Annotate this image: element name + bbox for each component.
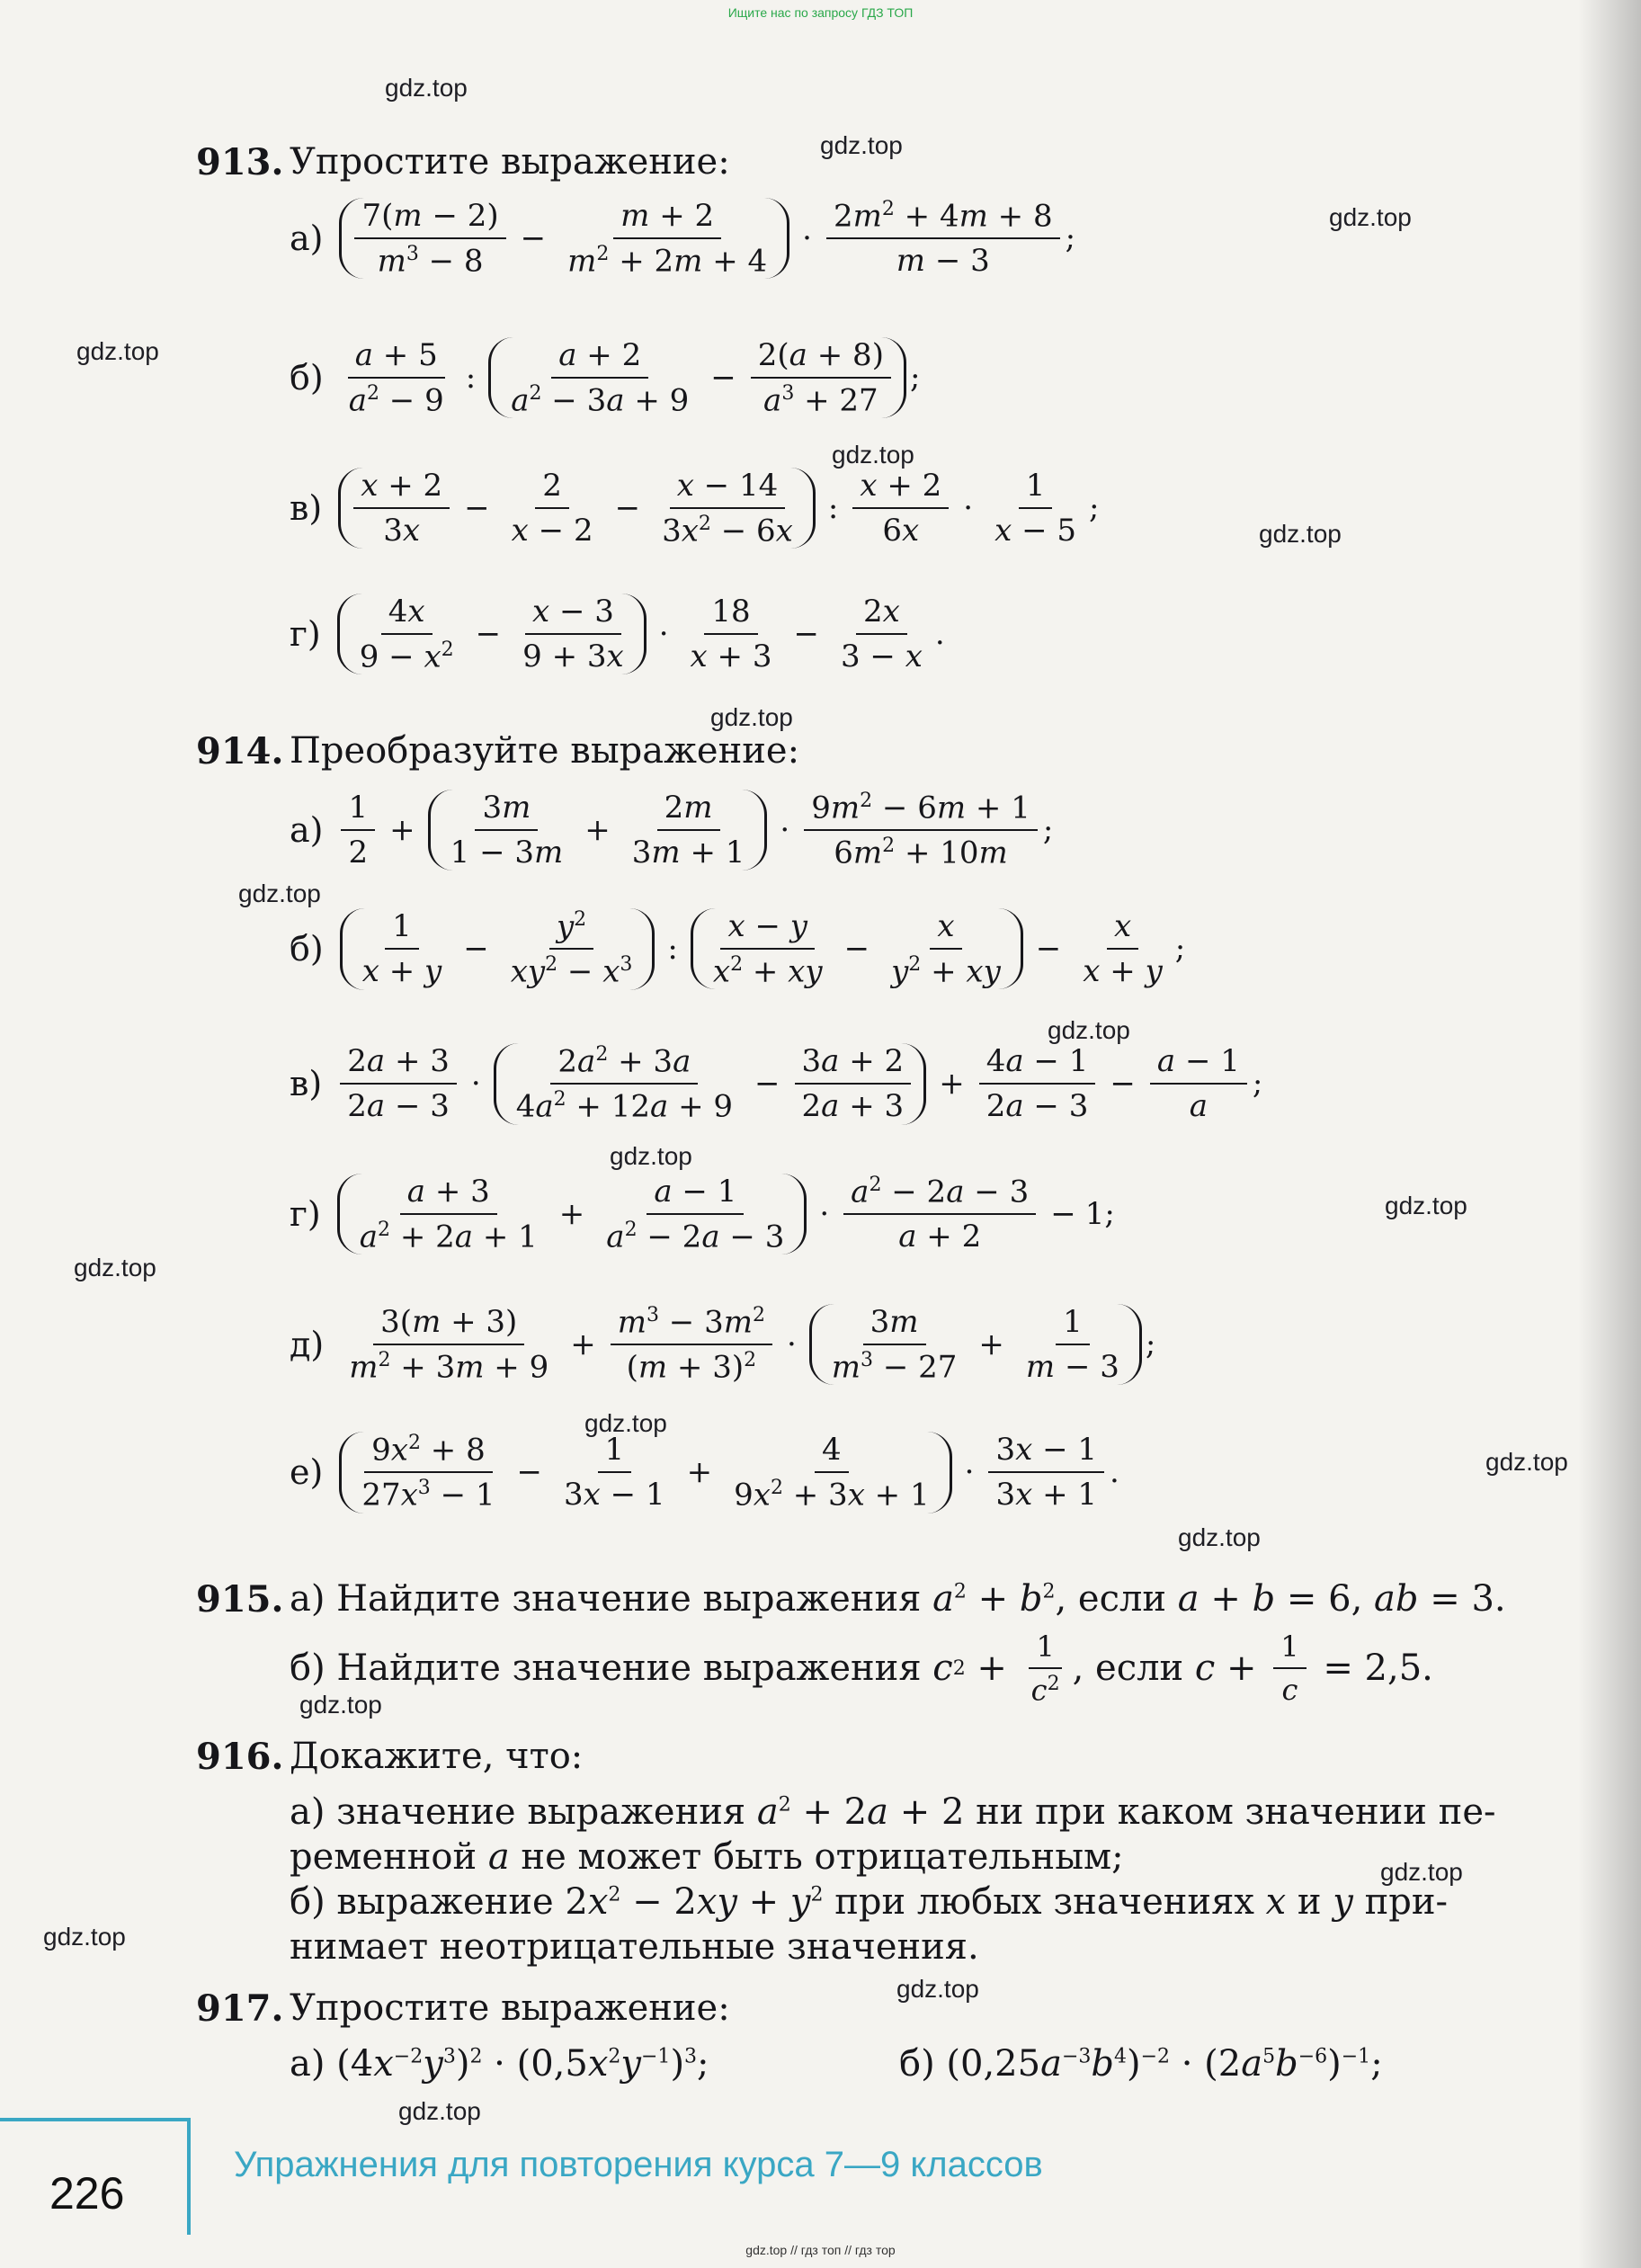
text: а) Найдите значение выражения xyxy=(290,1578,922,1620)
expression-914f: е) $\frac{9x^2 + 8}{27x^3 - 1}$ − $\frac{1}{3x - 1}$ + $\frac{4}{9x^2 + 3x + 1}$ · $\frac{3x - 1}{3x + 1}$ . xyxy=(290,1432,1119,1513)
watermark: gdz.top xyxy=(1178,1523,1261,1551)
expression-914a: а) $\frac{1}{2}$ + $\frac{3m}{1 - 3m}$ + $\frac{2m}{3m + 1}$ · $\frac{9m^2 - 6m + 1}{6m^2 + 10m}$ ; xyxy=(290,790,1054,871)
problem-number: 915. xyxy=(196,1578,284,1621)
watermark: gdz.top xyxy=(238,880,321,907)
text: при- xyxy=(1364,1881,1449,1923)
item-label: б) xyxy=(290,358,324,398)
expression-913d: г) $\frac{4x}{9 - x^2}$ − $\frac{x - 3}{9 + 3x}$ · $\frac{18}{x + 3}$ − $\frac{2x}{3 - x}$ . xyxy=(290,594,945,675)
expression-917a: а) $(4x^{-2}y^3)^2 \cdot (0,5x^2y^{-1})^3$; xyxy=(290,2043,709,2085)
problem-title: Упростите выражение: xyxy=(290,1987,730,2029)
watermark: gdz.top xyxy=(820,131,903,159)
problem-number: 913. xyxy=(196,141,284,183)
text: при любых значениях xyxy=(834,1881,1254,1923)
watermark: gdz.top xyxy=(1485,1448,1568,1476)
watermark: gdz.top xyxy=(385,74,468,102)
watermark: gdz.top xyxy=(1048,1016,1130,1044)
watermark: gdz.top xyxy=(832,441,914,469)
expression-914b: б) $\frac{1}{x + y}$ − $\frac{y^2}{xy^2 - x^3}$ : $\frac{x - y}{x^2 + xy}$ − $\frac{x}{y^2 + xy}$ − $\frac{x}{x + y}$ ; xyxy=(290,908,1186,990)
text: б) выражение xyxy=(290,1881,554,1923)
expression-913a: а) $\frac{7(m - 2)}{m^3 - 8}$ − $\frac{m + 2}{m^2 + 2m + 4}$ · $\frac{2m^2 + 4m + 8}{m - 3}$ ; xyxy=(290,198,1076,280)
problem-915b: б) Найдите значение выражения c 2 + $\frac{1}{c^2}$ , если c + $\frac{1}{c}$ = 2,5. xyxy=(290,1630,1433,1708)
page-edge-shadow xyxy=(1578,0,1641,2268)
footer-rule xyxy=(0,2118,189,2121)
item-label: г) xyxy=(290,1194,321,1235)
text: если xyxy=(1095,1647,1184,1690)
problem-number: 917. xyxy=(196,1987,284,2030)
expression-914c: в) $\frac{2a + 3}{2a - 3}$ · $\frac{2a^2 + 3a}{4a^2 + 12a + 9}$ − $\frac{3a + 2}{2a + 3}$ + $\frac{4a - 1}{2a - 3}$ − $\frac{a - 1}{a}$ ; xyxy=(290,1043,1263,1125)
item-label: в) xyxy=(290,1064,323,1104)
text: если xyxy=(1077,1578,1167,1620)
item-label: в) xyxy=(290,488,323,529)
item-label: б) xyxy=(290,929,324,969)
item-label: а) xyxy=(290,810,324,851)
item-label: б) xyxy=(899,2043,935,2085)
item-label: е) xyxy=(290,1452,324,1493)
text: нимает неотрицательные значения. xyxy=(290,1926,979,1968)
problem-title: Докажите, что: xyxy=(290,1736,584,1777)
problem-916a-line1: а) значение выражения $a^2 + 2a + 2$ ни при каком значении пе- xyxy=(290,1791,1496,1833)
expression-913c: в) $\frac{x + 2}{3x}$ − $\frac{2}{x - 2}$ − $\frac{x - 14}{3x^2 - 6x}$ : $\frac{x + 2}{6x}$ · $\frac{1}{x - 5}$ ; xyxy=(290,468,1100,549)
problem-title: Упростите выражение: xyxy=(290,141,730,183)
expression-914d: г) $\frac{a + 3}{a^2 + 2a + 1}$ + $\frac{a - 1}{a^2 - 2a - 3}$ · $\frac{a^2 - 2a - 3}{a + 2}$ − 1; xyxy=(290,1174,1115,1255)
footer-rule-vertical xyxy=(187,2118,191,2235)
watermark: gdz.top xyxy=(1380,1858,1463,1886)
watermark: gdz.top xyxy=(1259,520,1342,548)
problem-916a-line2: ременной a не может быть отрицательным; xyxy=(290,1836,1124,1878)
watermark: gdz.top xyxy=(299,1691,382,1719)
header-note: Ищите нас по запросу ГДЗ ТОП xyxy=(727,5,914,20)
text: б) Найдите значение выражения xyxy=(290,1647,922,1690)
problem-number: 916. xyxy=(196,1736,284,1778)
text: а) значение выражения xyxy=(290,1791,746,1833)
problem-915a: а) Найдите значение выражения $a^2 + b^2$, если a + b = 6, ab = 3. xyxy=(290,1578,1506,1620)
watermark: gdz.top xyxy=(398,2097,481,2125)
watermark: gdz.top xyxy=(1329,203,1412,231)
watermark: gdz.top xyxy=(74,1254,156,1281)
text: ни при каком значении пе- xyxy=(976,1791,1496,1833)
watermark: gdz.top xyxy=(610,1142,692,1170)
running-title: Упражнения для повторения курса 7—9 классов xyxy=(234,2145,1043,2184)
watermark: gdz.top xyxy=(1385,1192,1467,1219)
problem-916b-line1: б) выражение $2x^2 - 2xy + y^2$ при любых значениях x и y при- xyxy=(290,1881,1449,1923)
watermark: gdz.top xyxy=(76,337,159,365)
page-number: 226 xyxy=(49,2168,125,2219)
item-label: а) xyxy=(290,219,324,259)
watermark: gdz.top xyxy=(896,1975,979,2003)
problem-number: 914. xyxy=(196,730,284,772)
text: не может быть отрицательным; xyxy=(521,1836,1124,1878)
problem-916b-line2 xyxy=(290,1926,979,1968)
expression-914e: д) $\frac{3(m + 3)}{m^2 + 3m + 9}$ + $\frac{m^3 - 3m^2}{(m + 3)^2}$ · $\frac{3m}{m^3 - 27}$ + $\frac{1}{m - 3}$ ; xyxy=(290,1304,1156,1386)
footer-note: gdz.top // гдз топ // гдз тор xyxy=(745,2243,896,2257)
item-label: г) xyxy=(290,614,321,655)
problem-title: Преобразуйте выражение: xyxy=(290,730,800,772)
text: и xyxy=(1297,1881,1322,1923)
watermark: gdz.top xyxy=(584,1409,667,1437)
watermark: gdz.top xyxy=(710,703,793,731)
text: ременной xyxy=(290,1836,477,1878)
item-label: а) xyxy=(290,2043,326,2085)
expression-917b: б) $(0,25a^{-3}b^4)^{-2} \cdot (2a^5b^{-6})^{-1}$; xyxy=(899,2043,1383,2085)
item-label: д) xyxy=(290,1325,325,1365)
expression-913b: б) $\frac{a + 5}{a^2 - 9}$ : $\frac{a + 2}{a^2 - 3a + 9}$ − $\frac{2(a + 8)}{a^3 + 27}$ ; xyxy=(290,337,921,419)
watermark: gdz.top xyxy=(43,1923,126,1951)
